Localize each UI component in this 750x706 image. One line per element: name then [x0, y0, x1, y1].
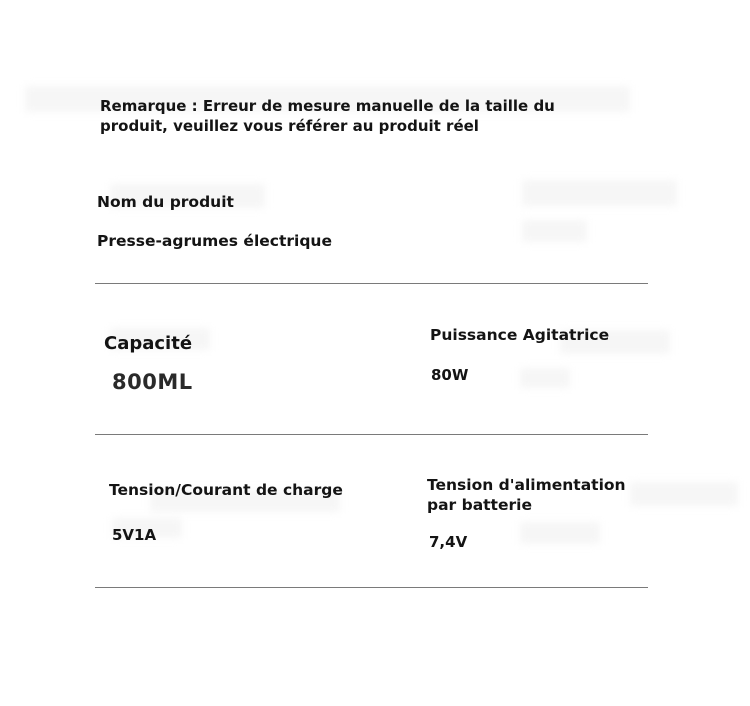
battery-label: [427, 475, 626, 515]
battery-label-line-1: Tension d'alimentation: [427, 476, 626, 494]
capacity-value: 800ML: [112, 370, 193, 394]
ghost-right-mid: [522, 220, 587, 242]
product-name-label: Nom du produit: [97, 193, 234, 211]
battery-value: 7,4V: [429, 533, 468, 551]
charging-label: Tension/Courant de charge: [109, 481, 343, 499]
remark-note: [100, 96, 555, 136]
remark-line-1: Remarque : Erreur de mesure manuelle de la taille du: [100, 97, 555, 115]
power-value: 80W: [431, 366, 469, 384]
capacity-label: Capacité: [104, 333, 193, 354]
ghost-battery: [630, 482, 738, 506]
battery-label-line-2: par batterie: [427, 496, 532, 514]
product-name-value: Presse-agrumes électrique: [97, 232, 332, 250]
charging-value: 5V1A: [112, 526, 157, 544]
power-label: Puissance Agitatrice: [430, 326, 610, 344]
ghost-battery-value: [520, 522, 600, 544]
divider-2: [95, 434, 648, 435]
divider-1: [95, 283, 648, 284]
ghost-power-value: [520, 368, 570, 388]
ghost-right-top: [522, 180, 677, 206]
divider-3: [95, 587, 648, 588]
remark-line-2: produit, veuillez vous référer au produit réel: [100, 117, 479, 135]
